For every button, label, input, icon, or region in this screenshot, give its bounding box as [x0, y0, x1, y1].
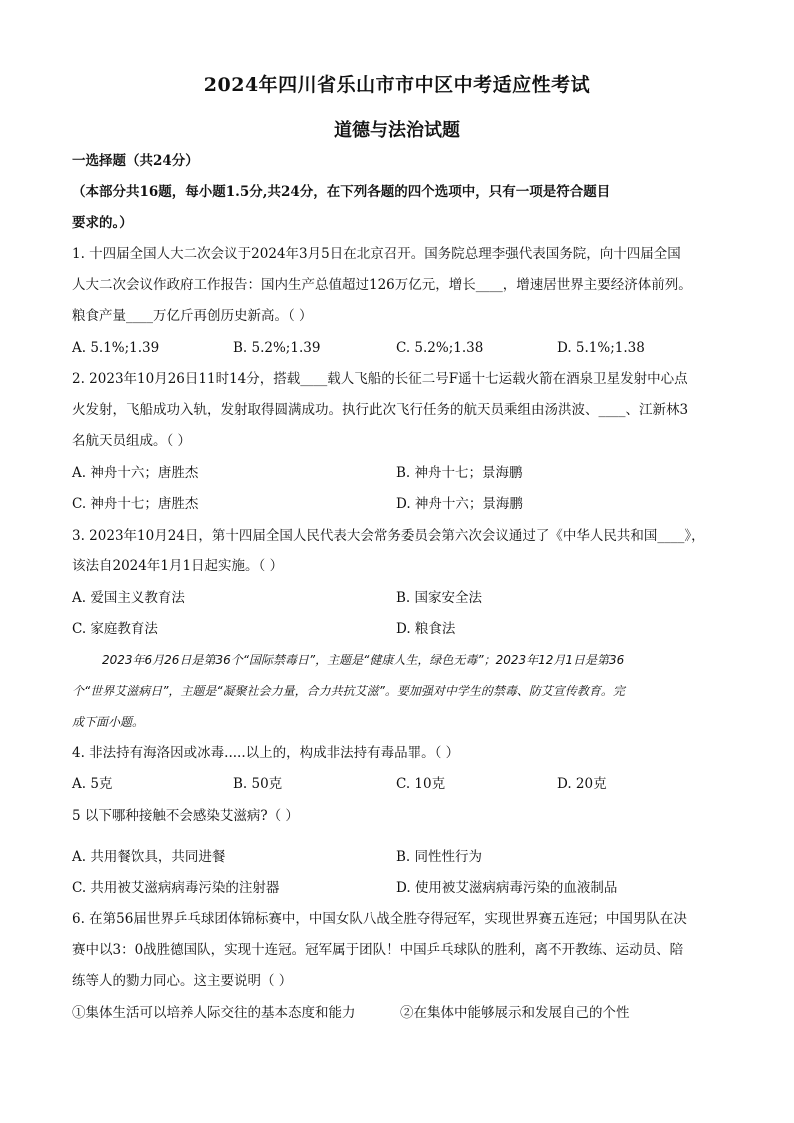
- q1-option-a: A. 5.1%;1.39: [72, 340, 160, 356]
- q5-option-a: A. 共用餐饮具，共同进餐: [72, 849, 226, 865]
- question-2-text-cont: 火发射，飞船成功入轨，发射取得圆满成功。执行此次飞行任务的航天员乘组由汤洪波、____、江新林3: [72, 402, 689, 418]
- material-text-end: 成下面小题。: [72, 715, 145, 729]
- q3-option-c: C. 家庭教育法: [72, 621, 158, 637]
- exam-subtitle: 道德与法治试题: [334, 120, 460, 141]
- section-instruction: （本部分共16题，每小题1.5分,共24分，在下列各题的四个选项中，只有一项是符合题目: [72, 184, 611, 200]
- question-1-text-cont: 人大二次会议作政府工作报告：国内生产总值超过126万亿元，增长____，增速居世界主要经济体前列。: [72, 277, 692, 293]
- q6-item-2: ②在集体中能够展示和发展自己的个性: [400, 1005, 630, 1021]
- q4-option-a: A. 5克: [72, 776, 113, 792]
- q5-option-b: B. 同性性行为: [396, 849, 483, 865]
- question-5-text: 5 以下哪种接触不会感染艾滋病?（ ）: [72, 808, 299, 824]
- q1-option-c: C. 5.2%;1.38: [396, 340, 484, 356]
- q1-option-b: B. 5.2%;1.39: [233, 340, 321, 356]
- material-text-cont: 个“世界艾滋病日”，主题是“凝聚社会力量，合力共抗艾滋”。要加强对中学生的禁毒、防艾宣传教育。完: [72, 684, 625, 698]
- section-heading: 一选择题（共24分）: [72, 153, 199, 169]
- q1-option-d: D. 5.1%;1.38: [557, 340, 645, 356]
- exam-title: 2024年四川省乐山市市中区中考适应性考试: [203, 74, 591, 96]
- question-1-text: 1. 十四届全国人大二次会议于2024年3月5日在北京召开。国务院总理李强代表国务院，向十四届全国: [72, 246, 681, 262]
- q3-option-b: B. 国家安全法: [396, 590, 483, 606]
- q4-option-d: D. 20克: [557, 776, 607, 792]
- q2-option-b: B. 神舟十七；景海鹏: [396, 465, 523, 481]
- q3-option-d: D. 粮食法: [396, 621, 456, 637]
- question-2-text: 2. 2023年10月26日11时14分，搭载____载人飞船的长征二号F遥十七运载火箭在酒泉卫星发射中心点: [72, 371, 688, 387]
- question-2-text-end: 名航天员组成。（ ）: [72, 433, 192, 449]
- question-3-text: 3. 2023年10月24日，第十四届全国人民代表大会常务委员会第六次会议通过了《中华人民共和国____》，: [72, 528, 705, 544]
- question-6-text-cont: 赛中以3：0战胜德国队，实现十连冠。冠军属于团队！中国乒乓球队的胜利，离不开教练、运动员、陪: [72, 942, 684, 958]
- q4-option-c: C. 10克: [396, 776, 446, 792]
- q2-option-d: D. 神舟十六；景海鹏: [396, 496, 523, 512]
- question-6-text-end: 练等人的勠力同心。这主要说明（ ）: [72, 973, 293, 989]
- question-3-text-end: 该法自2024年1月1日起实施。（ ）: [72, 558, 284, 574]
- question-4-text: 4. 非法持有海洛因或冰毒.....以上的，构成非法持有毒品罪。（ ）: [72, 745, 460, 761]
- q5-option-c: C. 共用被艾滋病病毒污染的注射器: [72, 880, 280, 896]
- question-6-text: 6. 在第56届世界乒乓球团体锦标赛中，中国女队八战全胜夺得冠军，实现世界赛五连冠；中国男队在决: [72, 911, 687, 927]
- q3-option-a: A. 爱国主义教育法: [72, 590, 185, 606]
- material-text: 2023年6月26日是第36个“国际禁毒日”，主题是“健康人生，绿色无毒”；2023年12月1日是第36: [102, 653, 625, 667]
- section-instruction-cont: 要求的。）: [72, 215, 133, 231]
- q6-item-1: ①集体生活可以培养人际交往的基本态度和能力: [72, 1005, 356, 1021]
- q5-option-d: D. 使用被艾滋病病毒污染的血液制品: [396, 880, 618, 896]
- q2-option-a: A. 神舟十六；唐胜杰: [72, 465, 199, 481]
- q2-option-c: C. 神舟十七；唐胜杰: [72, 496, 199, 512]
- question-1-text-end: 粮食产量____万亿斤再创历史新高。（ ）: [72, 308, 313, 324]
- q4-option-b: B. 50克: [233, 776, 283, 792]
